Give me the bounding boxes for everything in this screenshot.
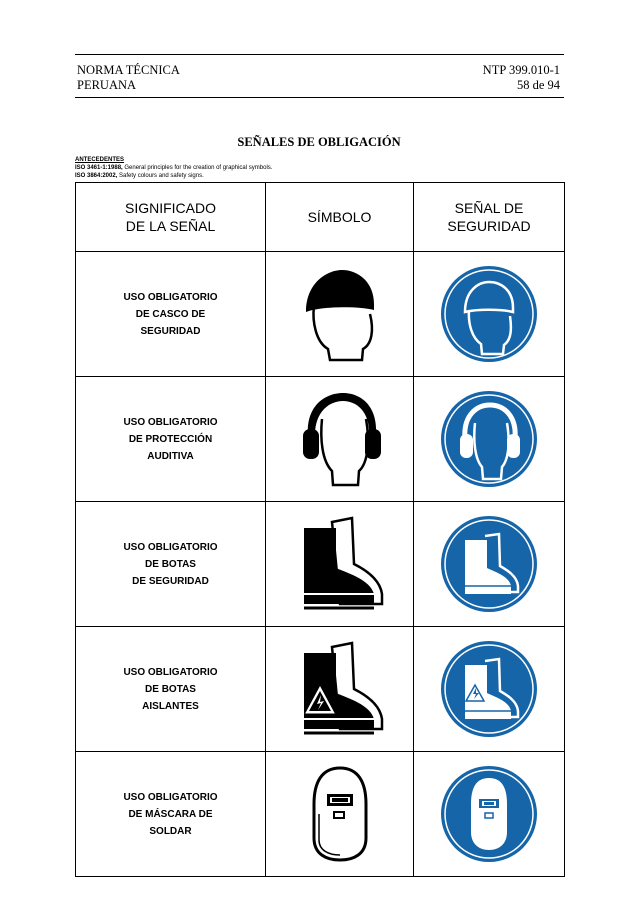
helmet-icon — [290, 264, 390, 364]
table-row — [76, 377, 565, 502]
reference-title: Safety colours and safety signs. — [117, 173, 204, 179]
safety-boots-icon — [290, 514, 390, 614]
header-symbol-label: SÍMBOLO — [307, 209, 372, 225]
meaning-line1: USO OBLIGATORIO — [123, 791, 218, 803]
reference-title: General principles for the creation of graphical symbols. — [122, 165, 273, 171]
symbol-cell — [266, 252, 414, 377]
header-right — [483, 63, 560, 93]
header-sign-line1: SEÑAL DE — [454, 200, 524, 216]
meaning-line2: DE BOTAS — [145, 558, 196, 570]
sign-meaning — [76, 377, 266, 502]
antecedentes-label: ANTECEDENTES — [75, 157, 125, 163]
sign-cell — [414, 377, 565, 502]
reference-code: ISO 3461-1:1988, — [75, 165, 123, 171]
symbol-cell — [266, 377, 414, 502]
meaning-line3: AUDITIVA — [147, 450, 194, 462]
welding-mask-icon — [290, 764, 390, 864]
table-header-row — [76, 183, 565, 252]
sign-cell — [414, 752, 565, 877]
meaning-line1: USO OBLIGATORIO — [123, 666, 218, 678]
header-symbol — [266, 183, 414, 252]
sign-meaning — [76, 502, 266, 627]
sign-cell — [414, 627, 565, 752]
symbol-cell — [266, 627, 414, 752]
header-sign-line2: SEGURIDAD — [447, 218, 531, 234]
meaning-line1: USO OBLIGATORIO — [123, 541, 218, 553]
table-row — [76, 252, 565, 377]
meaning-line3: SEGURIDAD — [140, 325, 201, 337]
signs-table — [75, 182, 565, 877]
meaning-line3: AISLANTES — [142, 700, 199, 712]
page-title: SEÑALES DE OBLIGACIÓN — [237, 135, 401, 149]
standard-name-line1: NORMA TÉCNICA — [77, 63, 180, 77]
antecedentes-block — [75, 156, 272, 180]
insulating-boots-icon — [290, 639, 390, 739]
reference-code: ISO 3864:2002, — [75, 173, 118, 179]
table-row — [76, 752, 565, 877]
meaning-line3: SOLDAR — [149, 825, 192, 837]
meaning-line2: DE PROTECCIÓN — [128, 433, 213, 445]
symbol-cell — [266, 752, 414, 877]
insulating-boots-sign-icon — [439, 639, 539, 739]
header-left — [77, 63, 180, 93]
sign-meaning — [76, 752, 266, 877]
sign-cell — [414, 502, 565, 627]
antecedentes-line-2 — [75, 172, 272, 180]
page-header — [75, 54, 564, 98]
header-meaning — [76, 183, 266, 252]
ear-protection-sign-icon — [439, 389, 539, 489]
table-row — [76, 502, 565, 627]
meaning-line2: DE MÁSCARA DE — [128, 808, 213, 820]
welding-mask-sign-icon — [439, 764, 539, 864]
ear-protection-icon — [290, 389, 390, 489]
sign-meaning — [76, 627, 266, 752]
meaning-line1: USO OBLIGATORIO — [123, 416, 218, 428]
table-row — [76, 627, 565, 752]
page-number: 58 de 94 — [516, 78, 560, 92]
standard-name-line2: PERUANA — [77, 78, 137, 92]
header-meaning-line1: SIGNIFICADO — [124, 200, 216, 216]
meaning-line1: USO OBLIGATORIO — [123, 291, 218, 303]
header-sign — [414, 183, 565, 252]
helmet-sign-icon — [439, 264, 539, 364]
antecedentes-line-1 — [75, 164, 272, 172]
meaning-line2: DE BOTAS — [145, 683, 196, 695]
standard-code: NTP 399.010-1 — [482, 63, 560, 77]
sign-meaning — [76, 252, 266, 377]
sign-cell — [414, 252, 565, 377]
header-meaning-line2: DE LA SEÑAL — [125, 218, 216, 234]
meaning-line3: DE SEGURIDAD — [132, 575, 209, 587]
symbol-cell — [266, 502, 414, 627]
meaning-line2: DE CASCO DE — [135, 308, 206, 320]
safety-boots-sign-icon — [439, 514, 539, 614]
